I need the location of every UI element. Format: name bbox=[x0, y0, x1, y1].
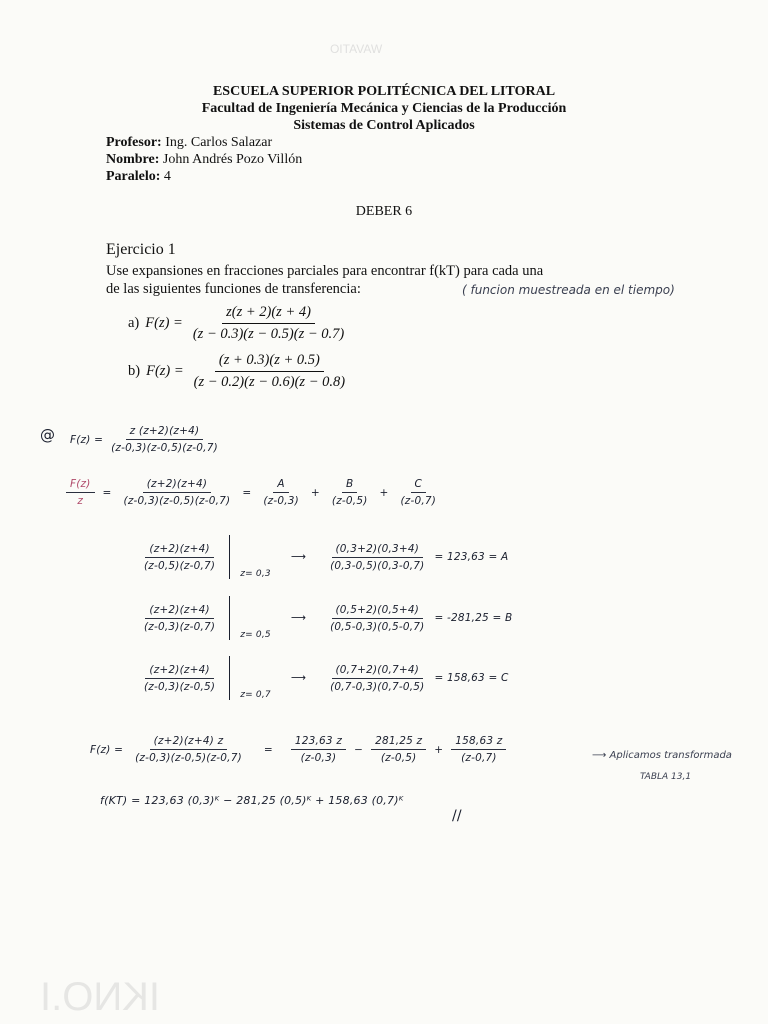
table-reference: TABLA 13,1 bbox=[640, 772, 692, 782]
page-title: DEBER 6 bbox=[355, 204, 413, 219]
faculty-name: Facultad de Ingeniería Mecánica y Ciencias de la Producción bbox=[201, 101, 567, 116]
final-fraction bbox=[131, 735, 246, 764]
residue-b-evaluation-point: z= 0,5 bbox=[240, 630, 271, 640]
expanded-numerator: (z+2)(z+4) bbox=[143, 478, 211, 493]
expanded-denominator: (z-0,3)(z-0,5)(z-0,7) bbox=[123, 495, 231, 507]
residue-a-row bbox=[140, 535, 508, 579]
final-term-1 bbox=[291, 735, 346, 764]
arrow-icon: ⟶ bbox=[290, 551, 307, 563]
problem-a-fraction bbox=[189, 304, 348, 343]
problem-b-fraction bbox=[190, 352, 349, 391]
problem-b-lhs: F(z) = bbox=[146, 363, 184, 379]
residue-b-row bbox=[140, 596, 512, 640]
problem-b-numerator: (z + 0.3)(z + 0.5) bbox=[215, 352, 324, 372]
final-term-1-denominator: (z-0,3) bbox=[300, 752, 337, 764]
residue-c-sub-numerator: (0,7+2)(0,7+4) bbox=[332, 664, 424, 679]
end-mark: // bbox=[452, 808, 462, 824]
residue-b-expression bbox=[140, 604, 219, 633]
residue-a-substitution bbox=[326, 543, 428, 572]
final-term-2 bbox=[371, 735, 426, 764]
term-c-numerator: C bbox=[411, 478, 427, 493]
solution-marker: @ bbox=[40, 426, 56, 444]
minus-sign: − bbox=[354, 743, 364, 756]
final-denominator: (z-0,3)(z-0,5)(z-0,7) bbox=[135, 752, 242, 764]
residue-c-sub-denominator: (0,7-0,3)(0,7-0,5) bbox=[330, 680, 425, 693]
term-b-denominator: (z-0,5) bbox=[331, 495, 368, 507]
problem-a bbox=[128, 304, 348, 343]
exercise-line-2: de las siguientes funciones de transferencia: bbox=[106, 281, 361, 297]
problem-b bbox=[128, 352, 349, 391]
problem-b-denominator: (z − 0.2)(z − 0.6)(z − 0.8) bbox=[193, 374, 346, 390]
residue-a-sub-denominator: (0,3-0,5)(0,3-0,7) bbox=[330, 559, 425, 572]
residue-b-numerator: (z+2)(z+4) bbox=[145, 604, 213, 619]
equals-sign: = bbox=[102, 486, 112, 499]
term-a bbox=[259, 478, 303, 507]
problem-a-lhs: F(z) = bbox=[145, 315, 183, 331]
residue-c-row bbox=[140, 656, 509, 700]
residue-c-substitution bbox=[326, 664, 428, 693]
fz-over-z-denominator: z bbox=[77, 495, 84, 507]
final-term-3-denominator: (z-0,7) bbox=[461, 752, 497, 764]
profesor-line: Profesor: Ing. Carlos Salazar bbox=[106, 135, 273, 150]
fz-over-z-expanded bbox=[120, 478, 235, 507]
residue-b-result: = -281,25 = B bbox=[434, 612, 513, 624]
equals-sign: = bbox=[242, 486, 252, 499]
residue-b-substitution bbox=[326, 604, 428, 633]
evaluation-bar bbox=[229, 656, 230, 700]
residue-b-sub-numerator: (0,5+2)(0,5+4) bbox=[332, 604, 424, 619]
handwritten-note: ( funcion muestreada en el tiempo) bbox=[462, 283, 675, 297]
transform-note: ⟶ Aplicamos transformada bbox=[592, 750, 732, 761]
fkt-result: f(KT) = 123,63 (0,3)ᴷ − 281,25 (0,5)ᴷ + 158,63 (0,7)ᴷ bbox=[100, 794, 404, 807]
solution-function-denominator: (z-0,3)(z-0,5)(z-0,7) bbox=[111, 442, 218, 454]
course-name: Sistemas de Control Aplicados bbox=[293, 118, 475, 133]
evaluation-bar bbox=[229, 535, 230, 579]
residue-a-expression bbox=[140, 543, 219, 572]
residue-a-evaluation-point: z= 0,3 bbox=[240, 569, 271, 579]
term-c-denominator: (z-0,7) bbox=[400, 495, 437, 507]
residue-a-sub-numerator: (0,3+2)(0,3+4) bbox=[332, 543, 424, 558]
final-term-2-numerator: 281,25 z bbox=[371, 735, 426, 750]
fz-over-z-numerator: F(z) bbox=[66, 478, 95, 493]
residue-c-result: = 158,63 = C bbox=[434, 672, 509, 684]
residue-b-sub-denominator: (0,5-0,3)(0,5-0,7) bbox=[330, 620, 425, 633]
problem-b-label: b) bbox=[128, 363, 141, 379]
evaluation-bar bbox=[229, 596, 230, 640]
solution-function-numerator: z (z+2)(z+4) bbox=[126, 425, 204, 440]
final-expansion-row bbox=[90, 735, 506, 764]
plus-sign: + bbox=[379, 486, 389, 499]
problem-a-label: a) bbox=[128, 315, 140, 331]
residue-c-expression bbox=[140, 664, 219, 693]
exercise-title: Ejercicio 1 bbox=[106, 241, 176, 258]
bleed-through-top: WAVATIO bbox=[330, 42, 383, 56]
plus-sign: + bbox=[310, 486, 320, 499]
final-term-3 bbox=[451, 735, 506, 764]
term-b bbox=[328, 478, 372, 507]
residue-c-denominator: (z-0,3)(z-0,5) bbox=[144, 680, 216, 693]
final-term-2-denominator: (z-0,5) bbox=[380, 752, 417, 764]
final-term-3-numerator: 158,63 z bbox=[451, 735, 506, 750]
final-term-1-numerator: 123,63 z bbox=[291, 735, 346, 750]
exercise-line-1: Use expansiones en fracciones parciales para encontrar f(kT) para cada una bbox=[106, 263, 544, 279]
residue-b-denominator: (z-0,3)(z-0,7) bbox=[144, 620, 216, 633]
problem-a-numerator: z(z + 2)(z + 4) bbox=[222, 304, 315, 324]
fz-over-z bbox=[66, 478, 95, 507]
term-a-numerator: A bbox=[273, 478, 288, 493]
term-b-numerator: B bbox=[342, 478, 357, 493]
institution-name: ESCUELA SUPERIOR POLITÉCNICA DEL LITORAL bbox=[212, 84, 556, 99]
solution-function bbox=[70, 425, 222, 454]
residue-a-denominator: (z-0,5)(z-0,7) bbox=[144, 559, 216, 572]
nombre-line: Nombre: John Andrés Pozo Villón bbox=[106, 152, 303, 167]
partial-decomposition bbox=[66, 478, 440, 507]
solution-function-lhs: F(z) = bbox=[70, 433, 104, 446]
equals-sign: = bbox=[263, 743, 273, 756]
term-c bbox=[397, 478, 441, 507]
residue-a-numerator: (z+2)(z+4) bbox=[145, 543, 213, 558]
problem-a-denominator: (z − 0.3)(z − 0.5)(z − 0.7) bbox=[192, 326, 345, 342]
final-numerator: (z+2)(z+4) z bbox=[150, 735, 228, 750]
residue-c-evaluation-point: z= 0,7 bbox=[240, 690, 271, 700]
residue-a-result: = 123,63 = A bbox=[434, 551, 509, 563]
plus-sign: + bbox=[434, 743, 444, 756]
arrow-icon: ⟶ bbox=[290, 612, 307, 624]
bleed-through-bottom: IKNO.I bbox=[40, 975, 161, 1019]
term-a-denominator: (z-0,3) bbox=[263, 495, 299, 507]
solution-function-fraction bbox=[107, 425, 222, 454]
residue-c-numerator: (z+2)(z+4) bbox=[145, 664, 213, 679]
final-lhs: F(z) = bbox=[90, 743, 124, 756]
paralelo-line: Paralelo: 4 bbox=[106, 169, 171, 184]
arrow-icon: ⟶ bbox=[290, 672, 307, 684]
